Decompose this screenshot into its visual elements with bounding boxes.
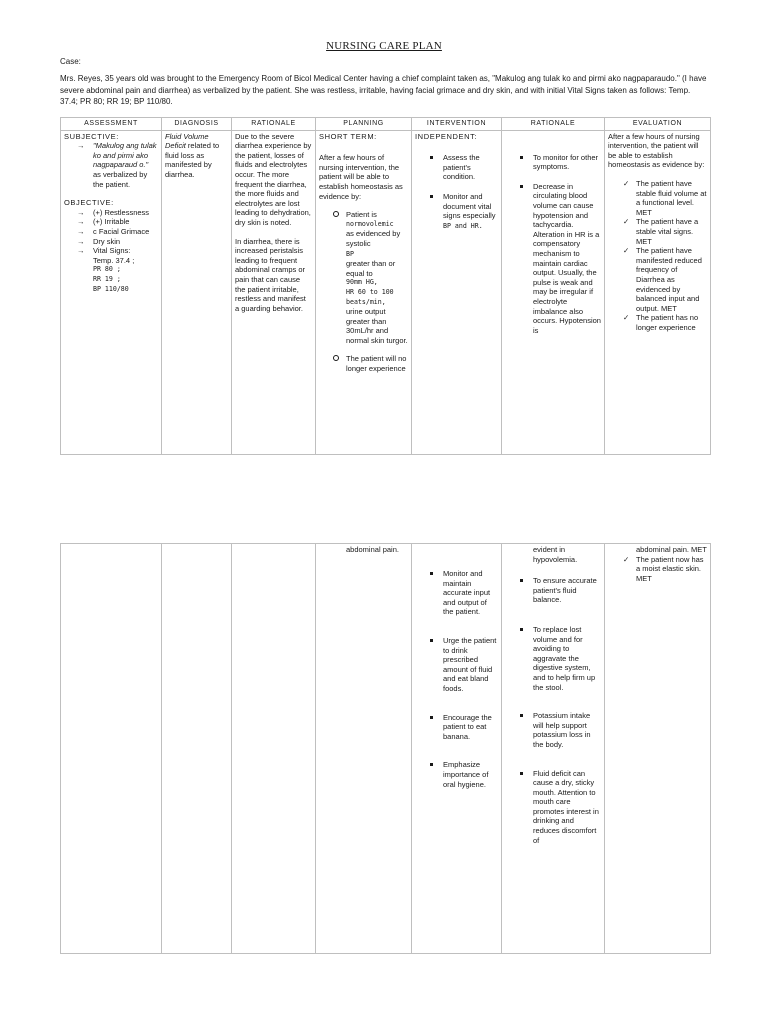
header-diagnosis: DIAGNOSIS: [162, 118, 232, 131]
list-item: [64, 141, 158, 189]
list-item: Potassium intake will help support potassium loss in the body.: [505, 711, 601, 749]
planning-cell: [316, 544, 412, 954]
assessment-cell: [61, 130, 162, 454]
goal-text: normovolemic: [346, 219, 394, 228]
table-row: [61, 544, 711, 954]
list-item: To replace lost volume and for avoiding to aggravate the digestive system, and to help firm up the stool.: [505, 625, 601, 692]
list-item: Urge the patient to drink prescribed amount of fluid and eat bland foods.: [415, 636, 498, 694]
rationale-paragraph-1: Due to the severe diarrhea experience by the patient, losses of fluids and electrolytes occur. The more frequent the diarrhea, the more fluids and electrolytes are lost leading to dehydration, dry skin is noted.: [235, 131, 312, 227]
vital-temp: Temp. 37.4 ;: [93, 255, 135, 265]
list-item: Monitor and maintain accurate input and output of the patient.: [415, 569, 498, 617]
list-item: Decrease in circulating blood volume can cause hypotension and tachycardia. Alteration in HR is a compensatory mechanism to maintain cardiac output. Usually, the pulse is weak and may be irregular if electrolyte imbalance also occurs. Hypotension is: [505, 182, 601, 336]
evaluation-list: [608, 179, 707, 333]
list-item: → c Facial Grimace: [64, 227, 158, 237]
list-item: [64, 246, 158, 294]
evaluation-continued: abdominal pain. MET: [636, 545, 707, 554]
rationale-cell: [232, 544, 316, 954]
list-item: ✓ The patient has no longer experience: [608, 313, 707, 332]
table-header-row: [61, 118, 711, 131]
list-item: The patient will no longer experience: [319, 354, 408, 373]
intervention-text: BP and HR.: [443, 221, 483, 230]
rationale-2-cell: [502, 130, 605, 454]
subjective-list: [64, 141, 158, 189]
planning-goals: [319, 210, 408, 374]
list-item: Encourage the patient to eat banana.: [415, 713, 498, 742]
case-description: Mrs. Reyes, 35 years old was brought to the Emergency Room of Bicol Medical Center having a chief complaint taken as, "Makulog ang tulak ko and pirmi ako nagpaparaudo." (I have severe abdominal pain and diarrhea) as verbalized by the patient. She was restless, irritable, having facial grimace and dry skin, and with initial Vital Signs taken as follows: Temp. 37.4; PR 80; RR 19; BP 110/80.: [60, 74, 707, 106]
list-item: Fluid deficit can cause a dry, sticky mouth. Attention to mouth care promotes interest in drinking and reduces discomfort of: [505, 769, 601, 846]
diagnosis-title: Fluid Volume Deficit: [165, 131, 209, 151]
subjective-suffix: as verbalized by the patient.: [93, 169, 148, 189]
diagnosis-cell: [162, 130, 232, 454]
intervention-list: [415, 569, 498, 789]
goal-text: as evidenced by systolic: [346, 229, 401, 248]
rationale-paragraph-2: In diarrhea, there is increased peristalsis leading to frequent abdominal cramps or pain that can cause the patient irritable, restless and manifest a guarding behavior.: [235, 236, 306, 313]
list-item: ✓ The patient have a stable vital signs. MET: [608, 217, 707, 246]
list-item: → (+) Irritable: [64, 217, 158, 227]
goal-text: BP: [346, 249, 354, 258]
table-row: [61, 130, 711, 454]
intervention-cell: [412, 130, 502, 454]
planning-cell: [316, 130, 412, 454]
list-item: ✓ The patient have stable fluid volume at a functional level. MET: [608, 179, 707, 217]
rationale-2-cell: [502, 544, 605, 954]
vital-signs-label: → Vital Signs:: [93, 246, 131, 256]
list-item: ✓ The patient now has a moist elastic skin. MET: [608, 555, 707, 584]
objective-label: OBJECTIVE:: [64, 198, 114, 208]
document-title: NURSING CARE PLAN: [326, 40, 442, 52]
care-plan-table-page-2: [60, 543, 711, 954]
assessment-cell: [61, 544, 162, 954]
vital-bp: BP 110/80: [93, 284, 129, 293]
list-item: → Dry skin: [64, 237, 158, 247]
diagnosis-text: related to fluid loss as manifested by diarrhea.: [165, 141, 220, 179]
rationale-2-list: [505, 576, 601, 845]
intervention-cell: [412, 544, 502, 954]
objective-list: [64, 208, 158, 294]
intervention-label: INDEPENDENT:: [415, 131, 478, 141]
rationale-cell: [232, 130, 316, 454]
intervention-text: Monitor and document vital signs especially: [443, 191, 496, 221]
list-item: [415, 192, 498, 231]
subjective-quote: "Makulog ang tulak ko and pirmi ako nagpaparaud o.": [93, 141, 157, 170]
header-rationale-2: RATIONALE: [502, 118, 605, 131]
rationale-2-list: [505, 153, 601, 336]
header-rationale: RATIONALE: [232, 118, 316, 131]
rationale-2-continued: evident in hypovolemia.: [533, 545, 578, 564]
goal-text: greater than or equal to: [346, 259, 396, 278]
list-item: To monitor for other symptoms.: [505, 153, 601, 172]
evaluation-cell: [605, 130, 711, 454]
header-evaluation: EVALUATION: [605, 118, 711, 131]
header-planning: PLANNING: [316, 118, 412, 131]
intervention-list: [415, 153, 498, 231]
header-assessment: ASSESSMENT: [61, 118, 162, 131]
vital-rr: RR 19 ;: [93, 274, 121, 283]
evaluation-cell: [605, 544, 711, 954]
goal-text: urine output greater than 30mL/hr and normal skin turgor.: [346, 307, 408, 345]
list-item: ✓ The patient have manifested reduced frequency of Diarrhea as evidenced by balanced input and output. MET: [608, 246, 707, 313]
list-item: → (+) Restlessness: [64, 208, 158, 218]
list-item: [319, 210, 408, 345]
planning-intro: After a few hours of nursing intervention, the patient will be able to establish homeostasis as evidence by:: [319, 153, 403, 201]
planning-continued: abdominal pain.: [346, 545, 399, 554]
list-item: Assess the patient's condition.: [415, 153, 498, 182]
goal-text: Patient is: [346, 210, 377, 220]
list-item: To ensure accurate patient's fluid balance.: [505, 576, 601, 605]
evaluation-intro: After a few hours of nursing intervention, the patient will be able to establish homeostasis as evidence by:: [608, 131, 705, 170]
vital-pr: PR 80 ;: [93, 265, 121, 274]
header-intervention: INTERVENTION: [412, 118, 502, 131]
goal-text: 90mm HG,: [346, 278, 378, 287]
planning-label: SHORT TERM:: [319, 131, 377, 141]
goal-text: HR 60 to 100 beats/min,: [346, 287, 394, 306]
diagnosis-cell: [162, 544, 232, 954]
care-plan-table-page-1: [60, 117, 711, 455]
list-item: Emphasize importance of oral hygiene.: [415, 760, 498, 789]
case-label: Case:: [60, 57, 81, 66]
evaluation-list: [608, 555, 707, 584]
subjective-label: SUBJECTIVE:: [64, 131, 119, 141]
